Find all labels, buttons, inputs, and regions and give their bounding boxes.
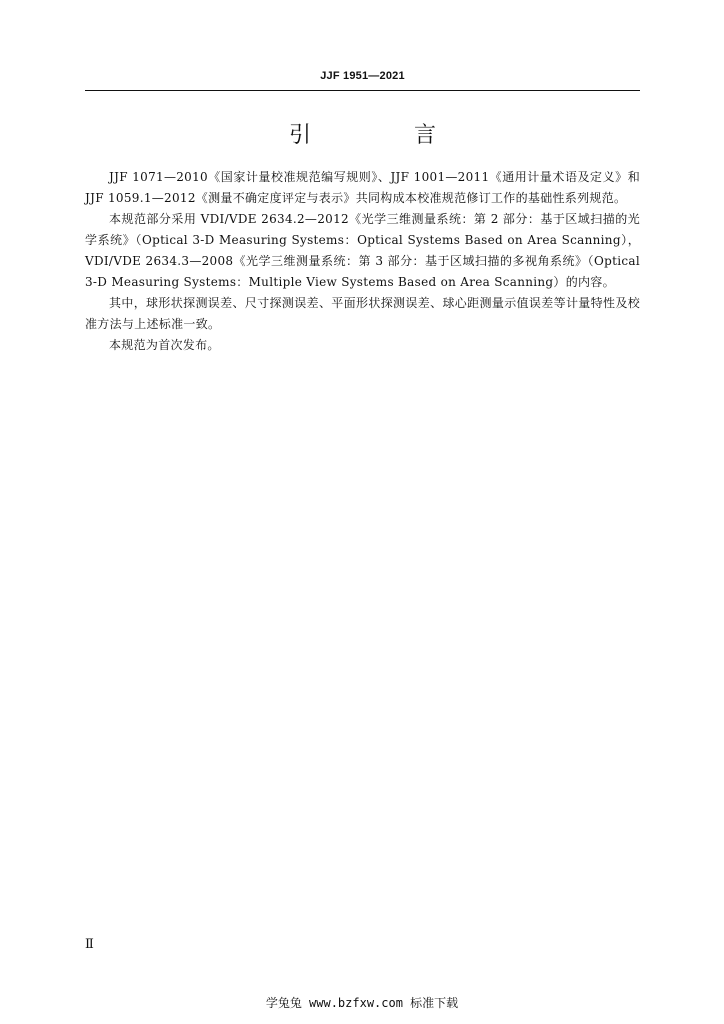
body-text bbox=[85, 167, 640, 356]
page-number: Ⅱ bbox=[85, 937, 94, 952]
paragraph-normative-references: JJF 1071—2010《国家计量校准规范编写规则》、JJF 1001—2011《通用计量术语及定义》和 JJF 1059.1—2012《测量不确定度评定与表示》共同构成本校准规范修订工作的基础性系列规范。 bbox=[85, 170, 640, 205]
paragraph-adopted-standards: 本规范部分采用 VDI/VDE 2634.2—2012《光学三维测量系统：第 2 部分：基于区域扫描的光学系统》（Optical 3-D Measuring Systems：Optical Systems Based on Area Scanning），VDI/VDE 2634.3—2008《光学三维测量系统：第 3 部分：基于区域扫描的多视角系统》（Optical 3-D Measuring Systems：Multiple View Systems Based on Area Scanning）的内容。 bbox=[85, 212, 640, 289]
standard-code-header: JJF 1951—2021 bbox=[320, 70, 405, 82]
download-watermark-footer: 学兔兔 www.bzfxw.com 标准下载 bbox=[265, 996, 459, 1010]
paragraph-metrological-characteristics: 其中，球形状探测误差、尺寸探测误差、平面形状探测误差、球心距测量示值误差等计量特性及校准方法与上述标准一致。 bbox=[85, 296, 640, 331]
page-title: 引 言 bbox=[289, 123, 484, 148]
paragraph-first-release: 本规范为首次发布。 bbox=[109, 338, 220, 352]
header-divider bbox=[85, 90, 640, 91]
